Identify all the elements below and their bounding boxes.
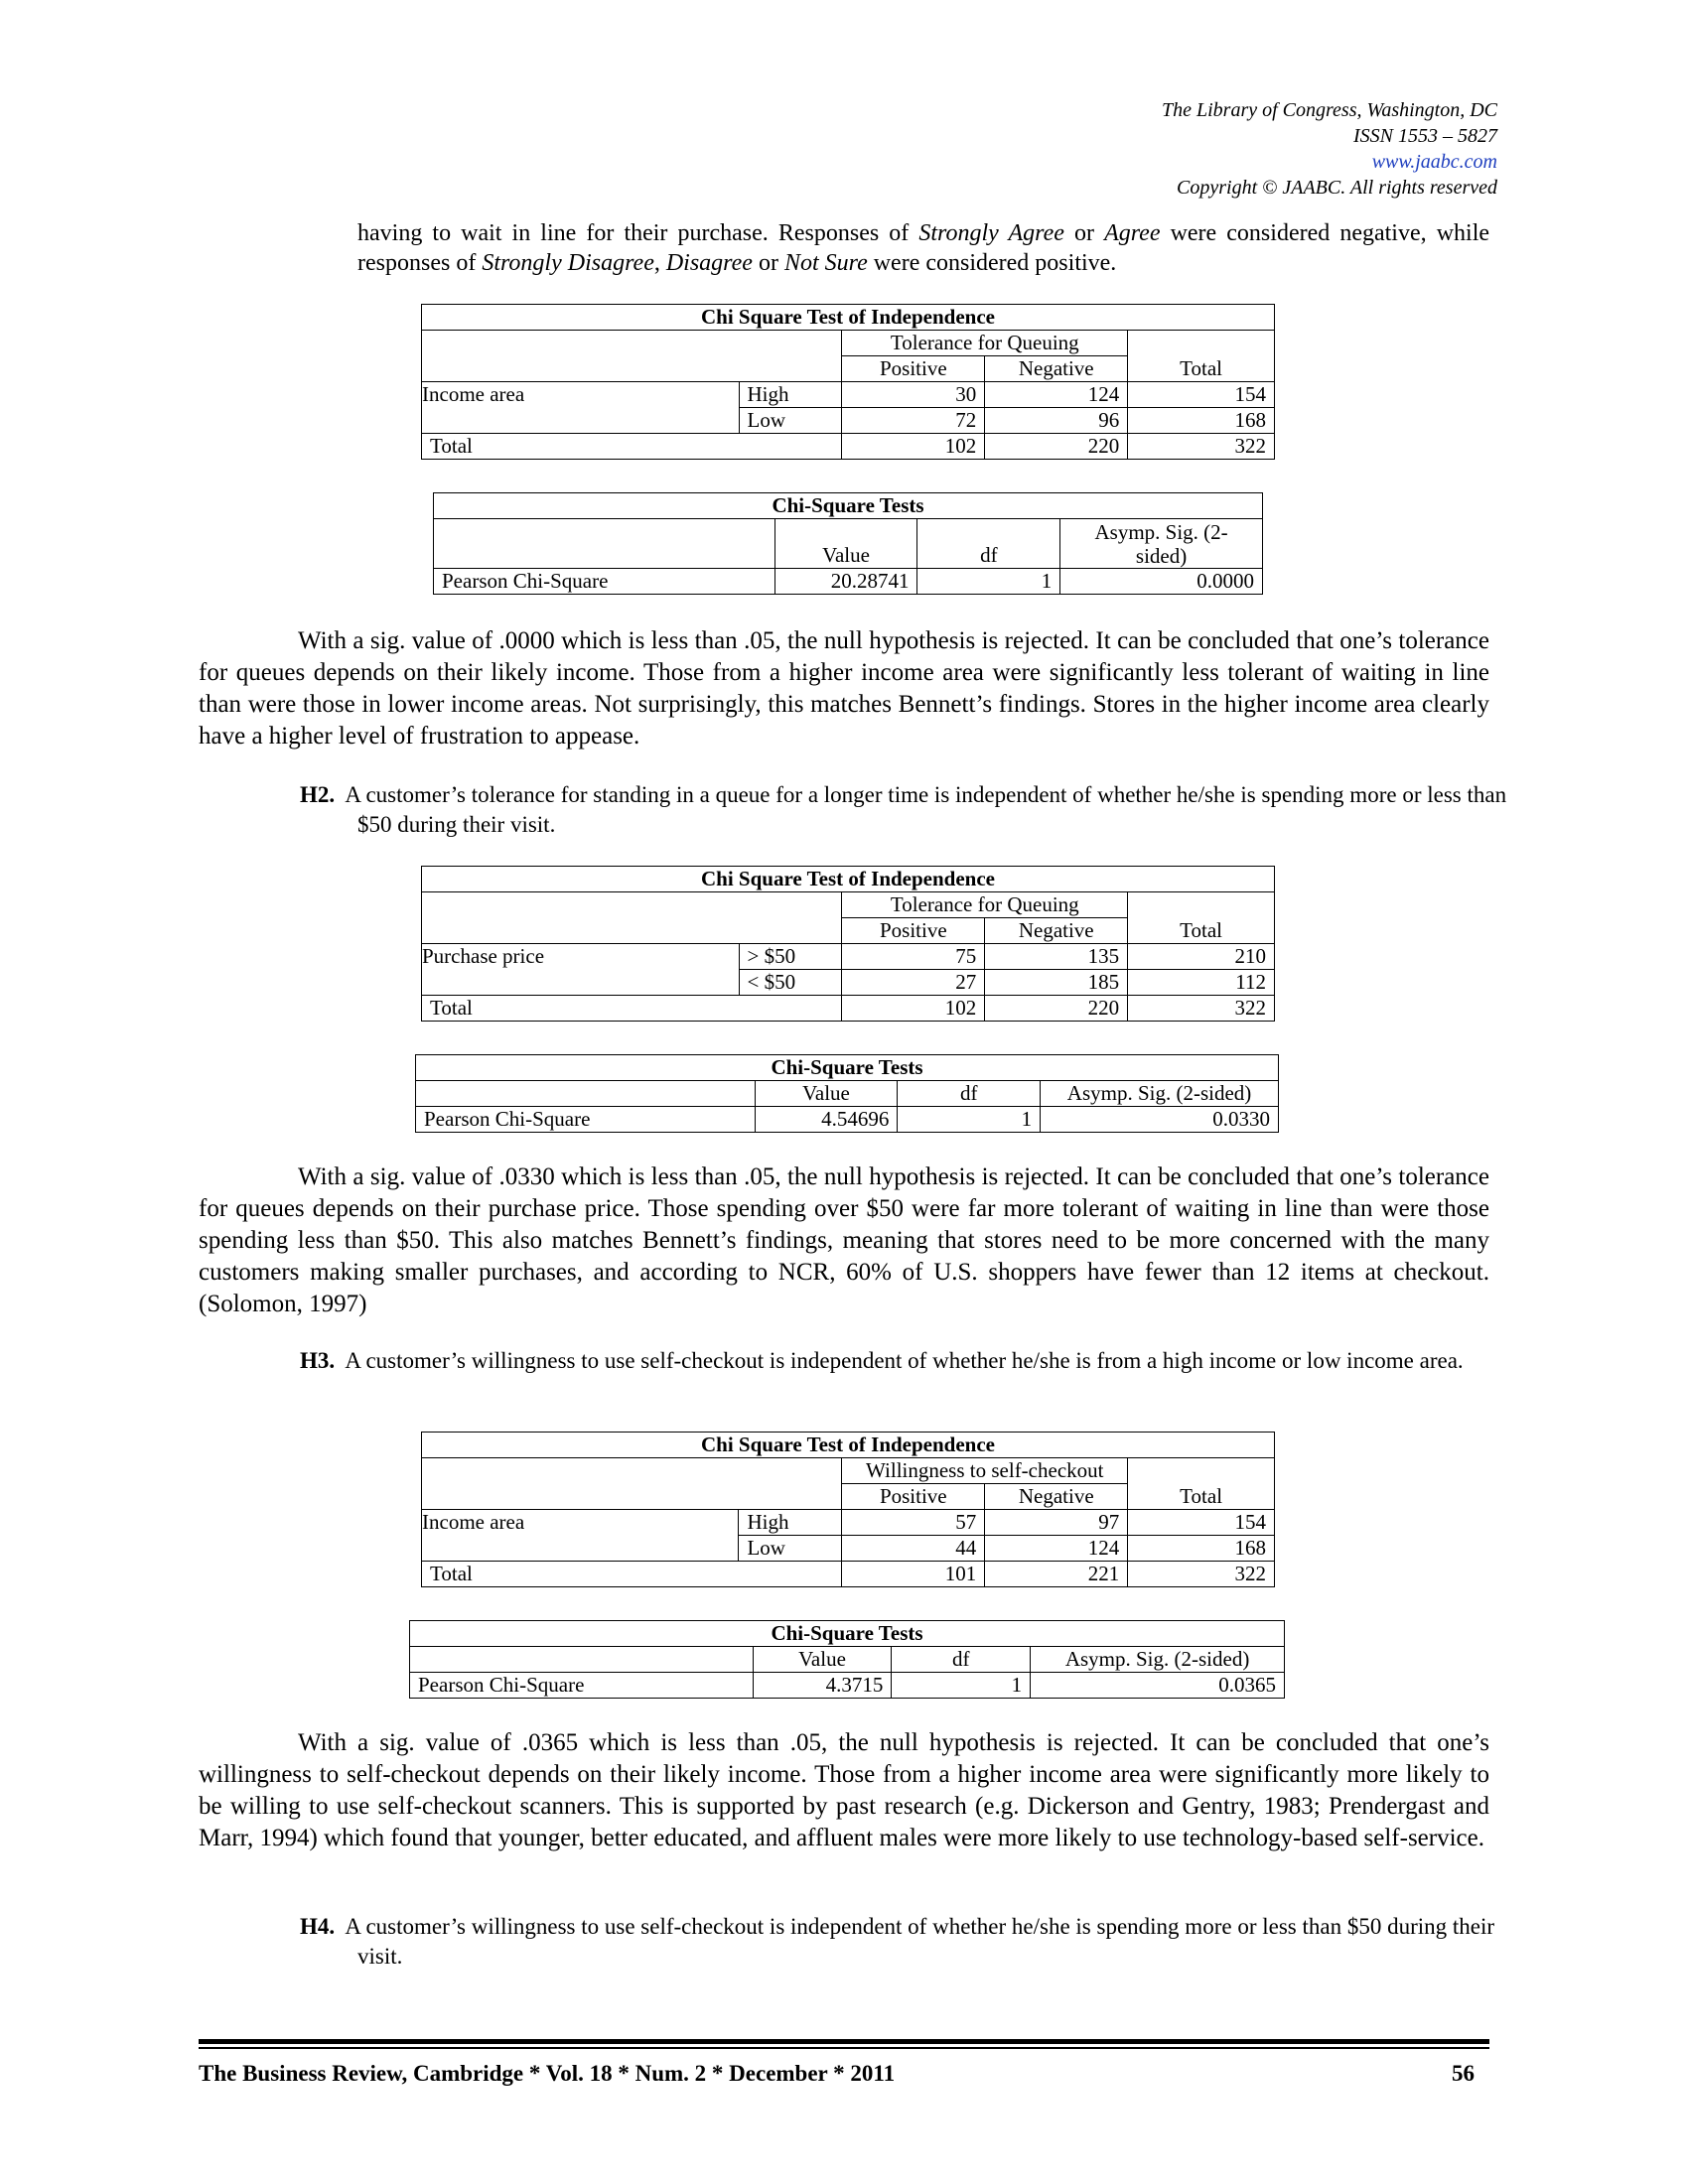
column-header-sig: Asymp. Sig. (2-sided): [1060, 519, 1263, 569]
column-header-value: Value: [774, 519, 917, 569]
table-title: Chi-Square Tests: [434, 493, 1263, 519]
table-row-total: Total 101 221 322: [422, 1562, 1275, 1587]
column-header-sig: Asymp. Sig. (2-sided): [1041, 1081, 1279, 1107]
footer-journal-citation: The Business Review, Cambridge * Vol. 18 * Num. 2 * December * 2011: [199, 2061, 896, 2086]
table-row: Income area High 30 124 154: [422, 382, 1275, 408]
table-row: Pearson Chi-Square 20.28741 1 0.0000: [434, 569, 1263, 595]
header-library: The Library of Congress, Washington, DC: [1161, 99, 1497, 121]
independence-table-2: [421, 866, 1275, 1022]
hypothesis-h3: H3. A customer’s willingness to use self-checkout is independent of whether he/she is from a high income or low income area.: [300, 1348, 1464, 1373]
table-row: Purchase price > $50 75 135 210: [422, 944, 1275, 970]
chi-square-table-3: [409, 1620, 1285, 1699]
table-row: < $50 27 185 112: [422, 970, 1275, 996]
independence-table-1: [421, 304, 1275, 460]
hypothesis-h4: H4. A customer’s willingness to use self-checkout is independent of whether he/she is spending more or less than $50 during their visit.: [300, 1914, 1495, 1969]
table-row: Pearson Chi-Square 4.3715 1 0.0365: [410, 1673, 1285, 1699]
table-title: Chi Square Test of Independence: [422, 867, 1275, 892]
footer-rule-thick: [199, 2039, 1489, 2044]
page-footer: [199, 2061, 1475, 2087]
paragraph-h1-result: With a sig. value of .0000 which is less than .05, the null hypothesis is rejected. It can be concluded that one’s tolerance for queues depends on their likely income. Those from a higher income area were significantly less tolerant of waiting in line than were those in lower income areas. Not surprisingly, this matches Bennett’s findings. Stores in the higher income area clearly have a higher level of frustration to appease.: [199, 627, 1489, 750]
page-number: 56: [1452, 2061, 1475, 2086]
table-row: Pearson Chi-Square 4.54696 1 0.0330: [416, 1107, 1279, 1133]
column-header-total: Total: [1128, 331, 1275, 382]
table-row-total: Total 102 220 322: [422, 996, 1275, 1022]
column-header-positive: Positive: [842, 356, 985, 382]
column-header-value: Value: [755, 1081, 898, 1107]
header-website-link[interactable]: www.jaabc.com: [1371, 151, 1497, 173]
column-header-value: Value: [753, 1647, 892, 1673]
column-header-negative: Negative: [985, 918, 1128, 944]
hypothesis-h2: H2. A customer’s tolerance for standing in a queue for a longer time is independent of whether he/she is spending more or less than $50 during their visit.: [300, 782, 1507, 837]
column-group-header: Tolerance for Queuing: [842, 892, 1128, 918]
chi-square-table-2: [415, 1054, 1279, 1133]
column-group-header: Willingness to self-checkout: [842, 1458, 1128, 1484]
independence-table-3: [421, 1432, 1275, 1587]
intro-paragraph: having to wait in line for their purchase. Responses of Strongly Agree or Agree were considered negative, while responses of Strongly Disagree, Disagree or Not Sure were considered positive.: [357, 220, 1490, 276]
running-header: [1162, 97, 1497, 201]
column-header-df: df: [892, 1647, 1031, 1673]
row-group-label: Income area: [422, 382, 740, 434]
column-header-sig: Asymp. Sig. (2-sided): [1031, 1647, 1285, 1673]
row-group-label: Income area: [422, 1510, 739, 1562]
column-group-header: Tolerance for Queuing: [842, 331, 1128, 356]
footer-rule-thin: [199, 2047, 1489, 2049]
column-header-negative: Negative: [985, 356, 1128, 382]
column-header-df: df: [917, 519, 1060, 569]
chi-square-table-1: [433, 492, 1263, 595]
column-header-total: Total: [1128, 892, 1275, 944]
column-header-positive: Positive: [842, 1484, 985, 1510]
row-group-label: Purchase price: [422, 944, 740, 996]
header-copyright: Copyright © JAABC. All rights reserved: [1177, 177, 1497, 199]
column-header-total: Total: [1128, 1458, 1275, 1510]
column-header-positive: Positive: [842, 918, 985, 944]
table-title: Chi Square Test of Independence: [422, 1433, 1275, 1458]
table-title: Chi-Square Tests: [410, 1621, 1285, 1647]
table-row: Income area High 57 97 154: [422, 1510, 1275, 1536]
table-row: Low 44 124 168: [422, 1536, 1275, 1562]
column-header-negative: Negative: [985, 1484, 1128, 1510]
column-header-df: df: [898, 1081, 1041, 1107]
header-issn: ISSN 1553 – 5827: [1353, 125, 1497, 147]
paragraph-h2-result: With a sig. value of .0330 which is less than .05, the null hypothesis is rejected. It can be concluded that one’s tolerance for queues depends on their purchase price. Those spending over $50 were far more tolerant of waiting in line than were those spending less than $50. This also matches Bennett’s findings, meaning that stores need to be more concerned with the many customers making smaller purchases, and according to NCR, 60% of U.S. shoppers have fewer than 12 items at checkout. (Solomon, 1997): [199, 1163, 1489, 1317]
paragraph-h3-result: With a sig. value of .0365 which is less than .05, the null hypothesis is rejected. It can be concluded that one’s willingness to self-checkout depends on their likely income. Those from a higher income area were significantly more likely to be willing to use self-checkout scanners. This is supported by past research (e.g. Dickerson and Gentry, 1983; Prendergast and Marr, 1994) which found that younger, better educated, and affluent males were more likely to use technology-based self-service.: [199, 1729, 1489, 1851]
table-row-total: Total 102 220 322: [422, 434, 1275, 460]
table-title: Chi-Square Tests: [416, 1055, 1279, 1081]
table-title: Chi Square Test of Independence: [422, 305, 1275, 331]
table-row: Low 72 96 168: [422, 408, 1275, 434]
